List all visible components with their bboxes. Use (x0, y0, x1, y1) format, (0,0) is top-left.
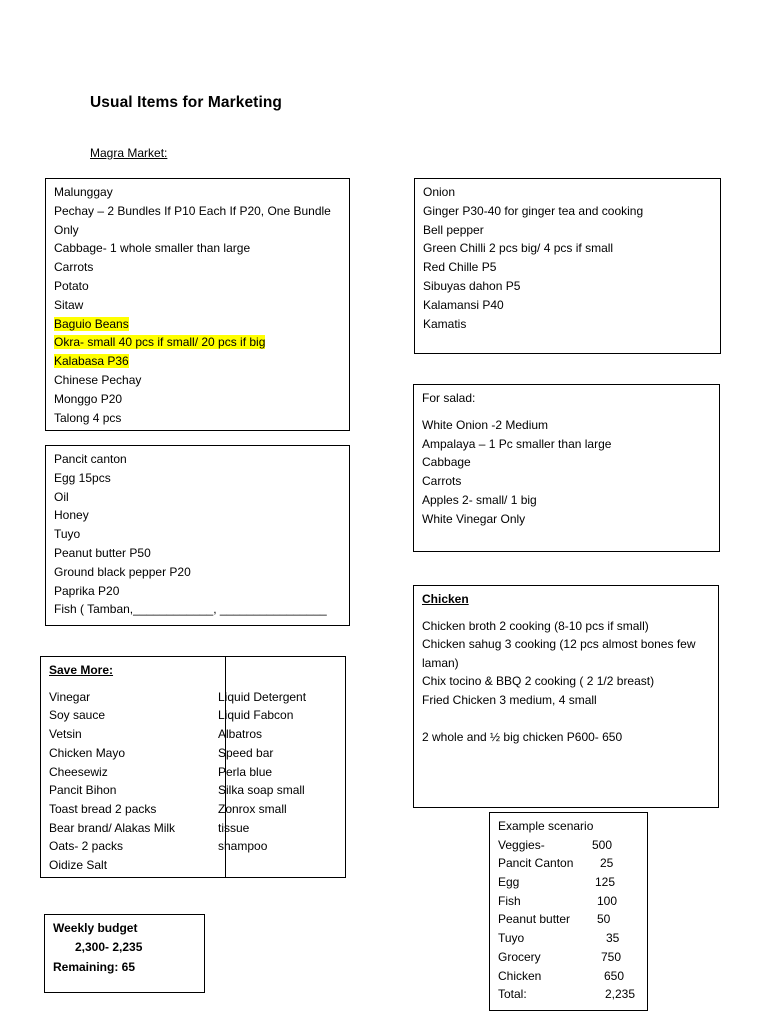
list-item: Liquid Fabcon (218, 708, 294, 723)
save-more-box (40, 656, 346, 878)
row-label: Egg (498, 875, 520, 890)
list-item: Monggo P20 (54, 391, 123, 406)
list-item: Vinegar (49, 689, 91, 704)
table-row (498, 873, 639, 892)
salad-heading: For salad: (422, 391, 476, 405)
row-label: Peanut butter (498, 912, 571, 927)
save-more-left-column (41, 657, 226, 877)
list-item: Ginger P30-40 for ginger tea and cooking (423, 203, 644, 218)
row-label: Veggies- (498, 837, 545, 852)
row-value: 750 (601, 949, 622, 964)
highlighted-list-item: Kalabasa P36 (54, 354, 129, 369)
list-item: Cheesewiz (49, 764, 108, 779)
list-item: Peanut butter P50 (54, 545, 151, 560)
table-row (498, 854, 639, 873)
row-value: 50 (597, 912, 611, 927)
list-item: Cabbage- 1 whole smaller than large (54, 241, 251, 256)
list-item: Honey (54, 508, 89, 523)
weekly-budget-box (44, 914, 205, 993)
row-label: Fish (498, 893, 521, 908)
list-item: Egg 15pcs (54, 470, 111, 485)
row-value: 25 (600, 856, 614, 871)
list-item: Chicken Mayo (49, 745, 126, 760)
list-item: Speed bar (218, 745, 274, 760)
list-item: Oil (54, 489, 69, 504)
document-title: Usual Items for Marketing (90, 94, 282, 111)
example-scenario-box (489, 812, 648, 1011)
table-row (498, 967, 639, 986)
list-item: tissue (218, 820, 250, 835)
list-item: Fish ( Tamban,____________, ________________ (54, 602, 327, 617)
row-label: Total: (498, 987, 527, 1002)
list-item: Pechay – 2 Bundles If P10 Each If P20, One Bundle Only (54, 203, 331, 237)
table-row (498, 929, 639, 948)
highlighted-list-item: Baguio Beans (54, 316, 129, 331)
example-heading: Example scenario (498, 819, 594, 833)
list-item: Talong 4 pcs (54, 410, 122, 425)
row-label: Grocery (498, 949, 541, 964)
table-row (498, 948, 639, 967)
list-item: Red Chille P5 (423, 260, 497, 275)
list-item: Fried Chicken 3 medium, 4 small (422, 692, 597, 707)
list-item: Ground black pepper P20 (54, 564, 191, 579)
table-row (498, 985, 639, 1004)
row-value: 100 (597, 893, 618, 908)
row-value: 500 (592, 837, 613, 852)
row-value: 125 (595, 875, 616, 890)
list-item: Pancit canton (54, 452, 127, 466)
chicken-note: 2 whole and ½ big chicken P600- 650 (422, 729, 623, 744)
list-item: Ampalaya – 1 Pc smaller than large (422, 436, 612, 451)
list-item: Chix tocino & BBQ 2 cooking ( 2 1/2 breast) (422, 674, 655, 688)
list-item: Vetsin (49, 727, 82, 742)
list-item: Bell pepper (423, 222, 484, 237)
save-more-heading: Save More: (49, 663, 114, 677)
list-item: Pancit Bihon (49, 783, 117, 798)
list-item: Tuyo (54, 527, 81, 542)
salad-box (413, 384, 720, 552)
table-row (498, 892, 639, 911)
budget-label: Weekly budget (53, 921, 138, 935)
list-item: Zonrox small (218, 801, 287, 816)
list-item: Onion (423, 185, 456, 199)
list-item: Perla blue (218, 764, 273, 779)
list-item: Chinese Pechay (54, 372, 142, 387)
pantry-box (45, 445, 350, 626)
list-item: Kamatis (423, 316, 467, 331)
list-item: Chicken sahug 3 cooking (12 pcs almost bones few laman) (422, 637, 696, 670)
row-value: 2,235 (605, 987, 636, 1002)
list-item: Sitaw (54, 297, 84, 312)
row-label: Chicken (498, 968, 542, 983)
chicken-heading: Chicken (422, 592, 469, 606)
list-item: Oidize Salt (49, 858, 108, 873)
row-value: 650 (604, 968, 625, 983)
list-item: Liquid Detergent (218, 689, 307, 704)
list-item: Potato (54, 278, 89, 293)
budget-range: 2,300- 2,235 (75, 940, 143, 955)
spices-box (414, 178, 721, 354)
row-value: 35 (606, 931, 620, 946)
list-item: Soy sauce (49, 708, 106, 723)
highlighted-list-item: Okra- small 40 pcs if small/ 20 pcs if big (54, 335, 266, 350)
list-item: Toast bread 2 packs (49, 801, 157, 816)
list-item: Apples 2- small/ 1 big (422, 492, 537, 507)
table-row (498, 836, 639, 855)
vegetables-box (45, 178, 350, 431)
budget-remaining: Remaining: 65 (53, 959, 136, 974)
list-item: White Vinegar Only (422, 511, 526, 526)
list-item: White Onion -2 Medium (422, 417, 549, 432)
list-item: Malunggay (54, 185, 113, 199)
list-item: Silka soap small (218, 783, 305, 798)
list-item: Sibuyas dahon P5 (423, 278, 521, 293)
save-more-right-column (210, 657, 345, 877)
list-item: Oats- 2 packs (49, 839, 124, 854)
list-item: Kalamansi P40 (423, 297, 504, 312)
list-item: Carrots (54, 260, 94, 275)
list-item: Bear brand/ Alakas Milk (49, 820, 176, 835)
table-row (498, 910, 639, 929)
row-label: Tuyo (498, 931, 525, 946)
row-label: Pancit Canton (498, 856, 574, 871)
list-item: Chicken broth 2 cooking (8-10 pcs if small) (422, 618, 649, 633)
chicken-box (413, 585, 719, 808)
list-item: Paprika P20 (54, 583, 120, 598)
list-item: Albatros (218, 727, 263, 742)
market-name: Magra Market: (90, 146, 168, 160)
list-item: Green Chilli 2 pcs big/ 4 pcs if small (423, 241, 614, 256)
list-item: shampoo (218, 839, 268, 854)
list-item: Cabbage (422, 455, 471, 470)
list-item: Carrots (422, 474, 462, 489)
